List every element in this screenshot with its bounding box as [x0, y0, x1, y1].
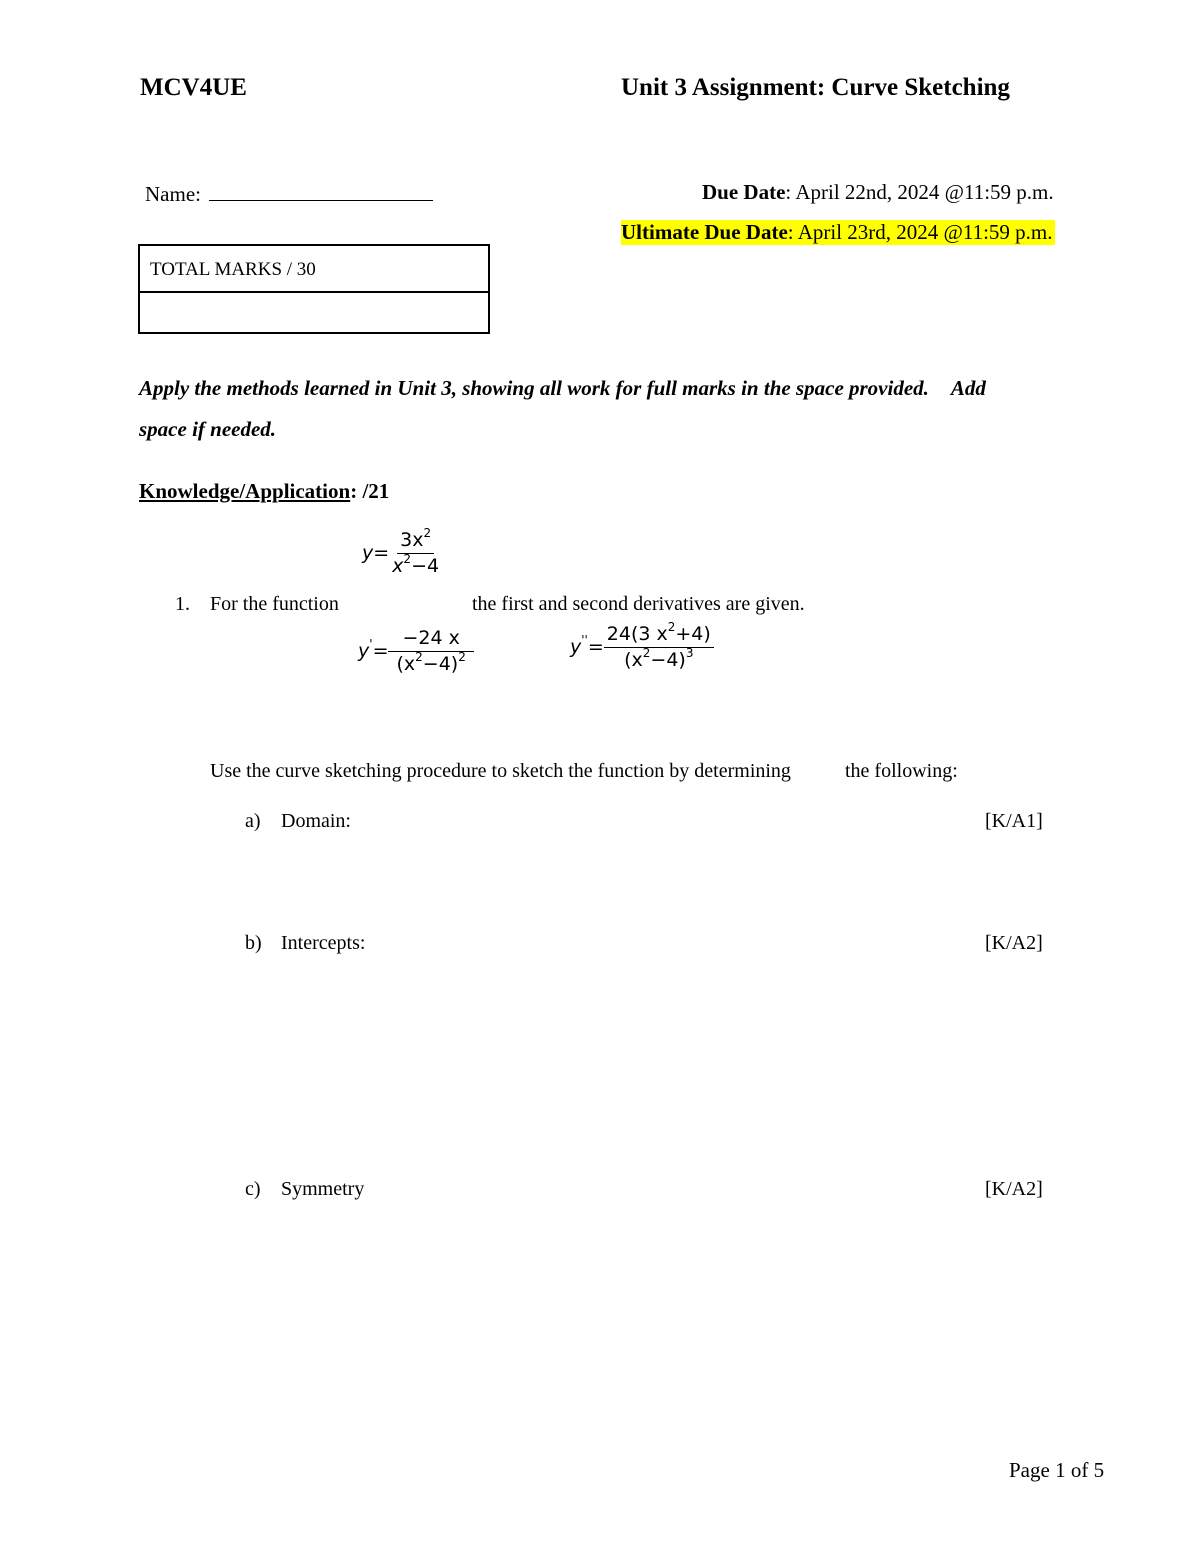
due-date: [702, 180, 1054, 205]
first-derivative-den-exp: 2: [415, 649, 423, 664]
name-blank-line[interactable]: [209, 180, 433, 201]
first-derivative: [358, 628, 474, 675]
section-score: : /21: [350, 479, 390, 503]
function-denominator: x: [392, 554, 404, 577]
instructions-line-1: [139, 376, 986, 401]
name-field[interactable]: [145, 180, 433, 207]
second-derivative-lhs: y: [570, 635, 582, 658]
ultimate-due-date-label: Ultimate Due Date: [621, 220, 788, 244]
part-a-marks: [K/A1]: [985, 810, 1043, 832]
instructions-line-2: space if needed.: [139, 417, 277, 441]
due-date-label: Due Date: [702, 180, 786, 204]
function-denominator-exp: 2: [403, 551, 412, 566]
course-code: MCV4UE: [140, 74, 247, 101]
section-heading: [139, 479, 389, 504]
second-derivative-numerator-a: 24(3 x: [606, 623, 668, 645]
first-derivative-prime: ': [369, 636, 373, 651]
second-derivative-den-outer-exp: 3: [685, 645, 694, 660]
function-fraction: [389, 526, 442, 577]
due-date-value: : April 22nd, 2024 @11:59 p.m.: [785, 180, 1054, 204]
part-a-letter: a): [245, 810, 261, 832]
assignment-title: Unit 3 Assignment: Curve Sketching: [621, 74, 1010, 101]
function-lhs: y: [362, 541, 374, 564]
function-denominator-tail: −4: [411, 554, 440, 577]
second-derivative-eq: =: [587, 635, 604, 658]
second-derivative-numerator-b: +4): [675, 623, 711, 645]
second-derivative-denominator: (x: [624, 648, 643, 671]
instructions-tail: Add: [950, 376, 986, 400]
first-derivative-numerator: −24 x: [388, 628, 473, 652]
second-derivative-numerator-exp: 2: [667, 620, 676, 634]
second-derivative-den-mid: −4): [650, 648, 686, 671]
total-marks-label: TOTAL MARKS / 30: [140, 246, 488, 293]
instructions-text: Apply the methods learned in Unit 3, showing all work for full marks in the space provided.: [139, 376, 929, 400]
question-1-number: 1.: [175, 593, 190, 615]
first-derivative-denominator: (x: [396, 652, 416, 675]
function-equation: [362, 526, 442, 577]
page-number: Page 1 of 5: [1009, 1458, 1105, 1482]
second-derivative-fraction: [604, 620, 714, 671]
second-derivative-den-exp: 2: [642, 645, 651, 660]
part-b-label: Intercepts:: [281, 932, 366, 954]
total-marks-box: [138, 244, 490, 334]
first-derivative-den-outer-exp: 2: [458, 649, 466, 664]
procedure-text-b: the following:: [845, 760, 958, 782]
procedure-text-a: Use the curve sketching procedure to sketch the function by determining: [210, 760, 791, 782]
part-b-letter: b): [245, 932, 262, 954]
part-c-label: Symmetry: [281, 1178, 365, 1200]
first-derivative-lhs: y: [358, 639, 370, 662]
part-c-letter: c): [245, 1178, 261, 1200]
first-derivative-fraction: [388, 628, 473, 675]
first-derivative-den-mid: −4): [422, 652, 459, 675]
total-marks-entry[interactable]: [140, 293, 488, 333]
second-derivative-prime: '': [581, 632, 588, 647]
ultimate-due-date: [621, 220, 1055, 245]
section-title: Knowledge/Application: [139, 479, 351, 503]
function-numerator-exp: 2: [423, 526, 432, 540]
part-a-label: Domain:: [281, 810, 351, 832]
function-numerator: 3x: [400, 529, 424, 551]
first-derivative-eq: =: [372, 639, 389, 662]
second-derivative: [570, 620, 714, 671]
part-c-marks: [K/A2]: [985, 1178, 1043, 1200]
name-label: Name:: [145, 182, 201, 206]
function-eq: =: [373, 541, 390, 564]
part-b-marks: [K/A2]: [985, 932, 1043, 954]
question-1-text-after: the first and second derivatives are given.: [472, 593, 805, 615]
question-1-text-before: For the function: [210, 593, 339, 615]
ultimate-due-date-value: : April 23rd, 2024 @11:59 p.m.: [787, 220, 1053, 244]
